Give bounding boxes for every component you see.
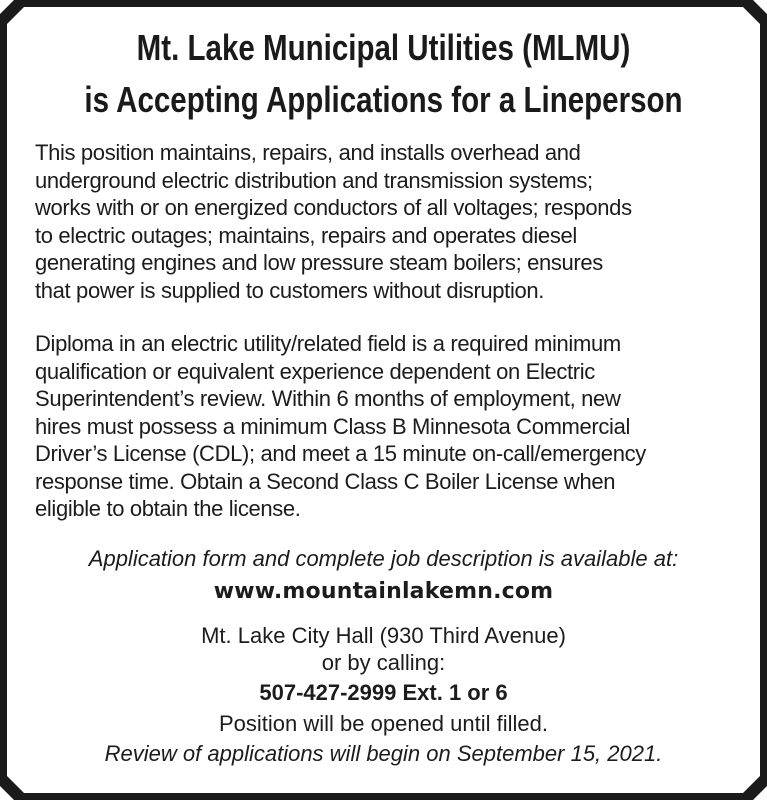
position-status: Position will be opened until filled. [219, 711, 548, 736]
paragraph-line: generating engines and low pressure steam boilers; ensures [35, 250, 603, 275]
phone-number[interactable]: 507-427-2999 Ext. 1 or 6 [259, 680, 508, 705]
qualifications-paragraph [35, 330, 755, 523]
city-hall-address: Mt. Lake City Hall (930 Third Avenue) [201, 623, 566, 648]
application-note: Application form and complete job description is available at: [88, 546, 679, 571]
paragraph-line: Superintendent’s review. Within 6 months of employment, new [35, 386, 621, 411]
paragraph-line: hires must possess a minimum Class B Minnesota Commercial [35, 413, 631, 439]
headline-line-1: Mt. Lake Municipal Utilities (MLMU) [136, 27, 631, 68]
or-calling-text: or by calling: [321, 650, 446, 675]
paragraph-line: that power is supplied to customers without disruption. [35, 277, 545, 303]
paragraph-line: Driver’s License (CDL); and meet a 15 minute on-call/emergency [35, 441, 646, 466]
paragraph-line: This position maintains, repairs, and installs overhead and [35, 140, 581, 165]
review-date-note: Review of applications will begin on September 15, 2021. [104, 741, 663, 766]
paragraph-line: response time. Obtain a Second Class C Boiler License when [35, 468, 616, 494]
paragraph-line: underground electric distribution and transmission systems; [35, 167, 593, 193]
paragraph-line: to electric outages; maintains, repairs and operates diesel [35, 222, 577, 248]
paragraph-line: eligible to obtain the license. [35, 496, 301, 521]
headline-line-2: is Accepting Applications for a Lineperson [84, 79, 683, 120]
paragraph-line: qualification or equivalent experience dependent on Electric [35, 358, 595, 384]
paragraph-line: Diploma in an electric utility/related field is a required minimum [35, 331, 621, 356]
paragraph-line: works with or on energized conductors of all voltages; responds [35, 195, 632, 220]
job-description-paragraph [35, 139, 755, 304]
website-link[interactable]: www.mountainlakemn.com [213, 579, 554, 604]
